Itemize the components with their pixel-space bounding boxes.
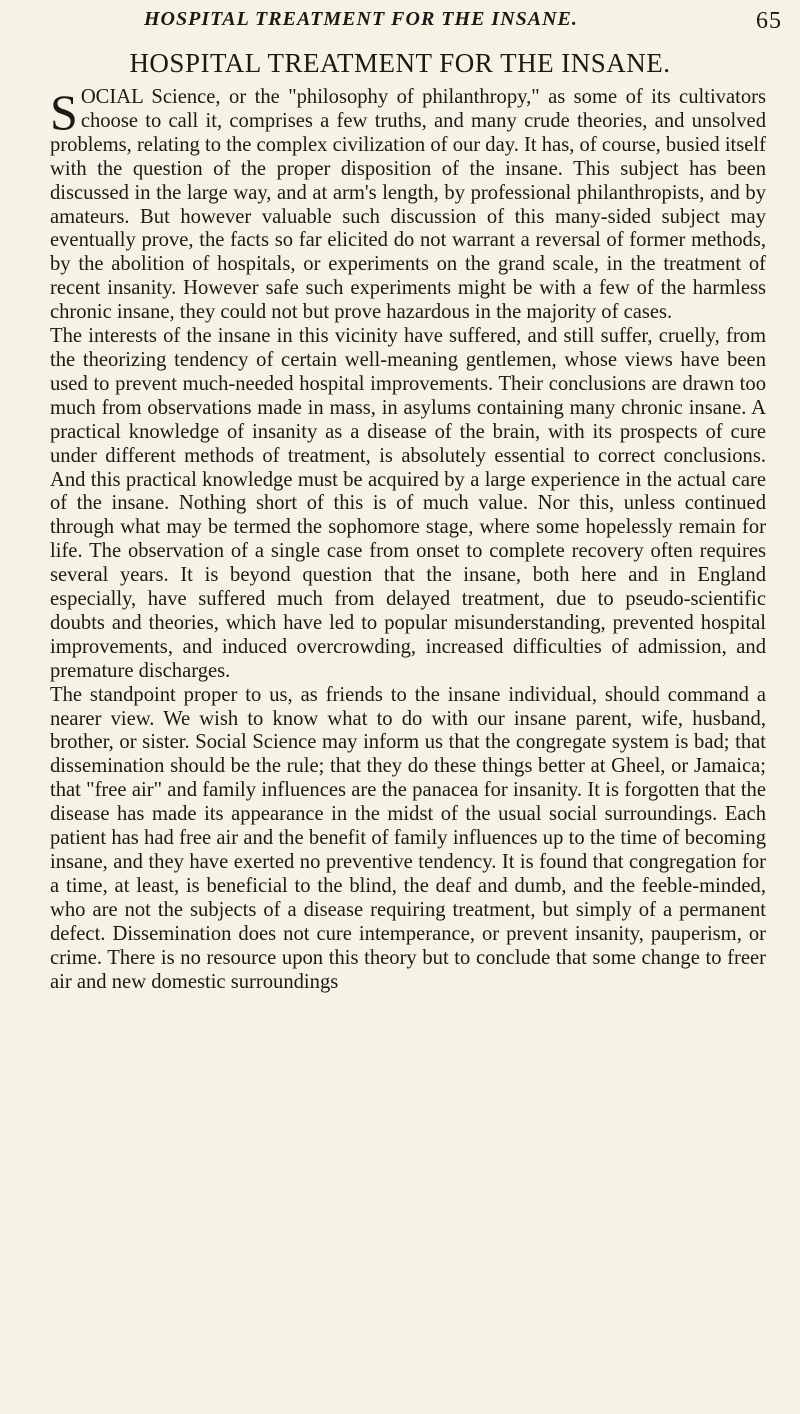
paragraph-3: The standpoint proper to us, as friends to the insane individual, should command a nearer view. We wish to know what to do with our insane parent, wife, husband, brother, or sister. Social Science may inform us that the congregate system is bad; that dissemination should be the rule; that they do these things better at Gheel, or Jamaica; that "free air" and family influences are the panacea for insanity. It is forgotten that the disease has made its appearance in the midst of the usual social surroundings. Each patient has had free air and the benefit of family influences up to the time of becoming insane, and they have exerted no preventive tendency. It is found that congregation for a time, at least, is beneficial to the blind, the deaf and dumb, and the feeble-minded, who are not the subjects of a disease requiring treatment, but simply of a permanent defect. Dissemination does not cure intemperance, or prevent insanity, pauperism, or crime. There is no resource upon this theory but to conclude that some change to freer air and new domestic surroundings [50, 683, 766, 993]
chapter-title: HOSPITAL TREATMENT FOR THE INSANE. [129, 48, 671, 78]
page-number: 65 [756, 8, 782, 34]
running-head [100, 8, 782, 38]
running-head-title: HOSPITAL TREATMENT FOR THE INSANE. [144, 8, 578, 30]
paragraph-2: The interests of the insane in this vicinity have suffered, and still suffer, cruelly, from the theorizing tendency of certain well-meaning gentlemen, whose views have been used to prevent much-needed hospital improvements. Their conclusions are drawn too much from observations made in mass, in asylums containing many chronic insane. A practical knowledge of insanity as a disease of the brain, with its prospects of cure under different methods of treatment, is absolutely essential to correct conclusions. And this practical knowledge must be acquired by a large experience in the actual care of the insane. Nothing short of this is of much value. Nor this, unless continued through what may be termed the sophomore stage, where some hopelessly remain for life. The observation of a single case from onset to complete recovery often requires several years. It is beyond question that the insane, both here and in England especially, have suffered much from delayed treatment, due to pseudo-scientific doubts and theories, which have led to popular misunderstanding, prevented hospital improvements, and induced overcrowding, increased difficulties of admission, and premature discharges. [50, 325, 766, 682]
paragraph-1: SOCIAL Science, or the "philosophy of philanthropy," as some of its cultivators choose to call it, comprises a few truths, and many crude theories, and unsolved problems, relating to the complex civilization of our day. It has, of course, busied itself with the question of the proper disposition of the insane. This subject has been discussed in the large way, and at arm's length, by professional philanthropists, and by amateurs. But however valuable such discussion of this many-sided subject may eventually prove, the facts so far elicited do not warrant a reversal of former methods, by the abolition of hospitals, or experiments on the grand scale, in the treatment of recent insanity. However safe such experiments might be with a few of the harmless chronic insane, they could not but prove hazardous in the majority of cases. [50, 84, 766, 324]
body-text [50, 86, 766, 994]
